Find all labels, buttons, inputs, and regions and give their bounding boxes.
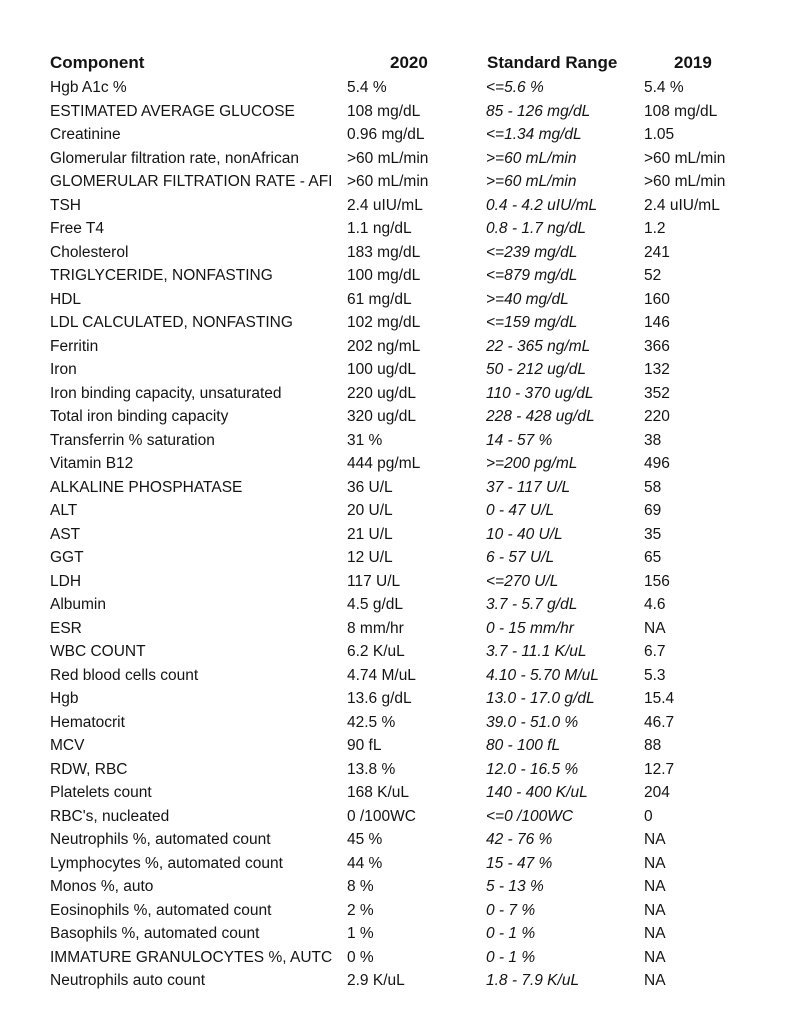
- standard-range: 5 - 13 %: [486, 878, 544, 895]
- component-name: LDL CALCULATED, NONFASTING: [50, 314, 293, 331]
- standard-range: <=239 mg/dL: [486, 243, 578, 261]
- standard-range: 12.0 - 16.5 %: [486, 760, 579, 778]
- table-row: [50, 523, 750, 547]
- standard-range: <=270 U/L: [486, 572, 559, 590]
- standard-range: 15 - 47 %: [486, 854, 553, 872]
- value-2019: NA: [644, 901, 666, 919]
- standard-range: >=60 mL/min: [486, 173, 577, 190]
- value-2019: 496: [644, 455, 670, 472]
- component-name: Total iron binding capacity: [50, 408, 229, 425]
- standard-range: 42 - 76 %: [486, 831, 553, 848]
- value-2019: 366: [644, 337, 670, 355]
- value-2020: 183 mg/dL: [347, 243, 421, 261]
- value-2020: 2.9 K/uL: [347, 972, 405, 989]
- value-2020: 5.4 %: [347, 79, 387, 96]
- standard-range: <=5.6 %: [486, 79, 544, 96]
- table-row: [50, 217, 750, 241]
- value-2019: NA: [644, 878, 666, 895]
- value-2020: >60 mL/min: [347, 149, 429, 167]
- component-name: WBC COUNT: [50, 643, 146, 660]
- component-name: Free T4: [50, 220, 104, 237]
- value-2020: 8 %: [347, 878, 374, 895]
- table-row: [50, 382, 750, 406]
- value-2019: 58: [644, 478, 662, 496]
- standard-range: 110 - 370 ug/dL: [486, 384, 594, 402]
- standard-range: 37 - 117 U/L: [486, 478, 571, 496]
- value-2019: 5.3: [644, 666, 666, 684]
- standard-range: 22 - 365 ng/mL: [486, 337, 591, 355]
- value-2020: 108 mg/dL: [347, 102, 421, 120]
- value-2020: 1.1 ng/dL: [347, 220, 412, 237]
- table-row: [50, 593, 750, 617]
- table-row: [50, 852, 750, 876]
- component-name: Eosinophils %, automated count: [50, 901, 272, 919]
- value-2020: 117 U/L: [347, 572, 401, 590]
- standard-range: 14 - 57 %: [486, 431, 553, 449]
- table-row: [50, 734, 750, 758]
- value-2019: NA: [644, 854, 666, 872]
- standard-range: 0 - 1 %: [486, 925, 536, 942]
- component-name: MCV: [50, 737, 85, 754]
- value-2020: 8 mm/hr: [347, 619, 404, 637]
- component-name: Neutrophils %, automated count: [50, 831, 271, 848]
- value-2020: 13.8 %: [347, 760, 396, 778]
- value-2019: 1.2: [644, 220, 666, 237]
- component-name: Lymphocytes %, automated count: [50, 854, 283, 872]
- lab-results-table: [50, 50, 750, 993]
- table-row: [50, 640, 750, 664]
- standard-range: 140 - 400 K/uL: [486, 784, 588, 801]
- value-2019: NA: [644, 925, 666, 942]
- value-2020: 61 mg/dL: [347, 290, 412, 308]
- value-2019: 241: [644, 243, 670, 261]
- table-row: [50, 499, 750, 523]
- table-row: [50, 241, 750, 265]
- value-2020: 320 ug/dL: [347, 408, 416, 425]
- component-name: GGT: [50, 549, 84, 566]
- value-2019: 220: [644, 408, 670, 425]
- value-2019: 352: [644, 384, 670, 402]
- value-2020: 0.96 mg/dL: [347, 126, 425, 143]
- table-row: [50, 875, 750, 899]
- component-name: Albumin: [50, 596, 106, 613]
- table-row: [50, 452, 750, 476]
- header-year-2019: 2019: [674, 53, 712, 72]
- standard-range: 0 - 7 %: [486, 901, 536, 919]
- component-name: Red blood cells count: [50, 666, 199, 684]
- value-2020: 0 /100WC: [347, 807, 416, 825]
- value-2020: 220 ug/dL: [347, 384, 416, 402]
- component-name: Cholesterol: [50, 243, 129, 261]
- table-row: [50, 899, 750, 923]
- value-2020: 444 pg/mL: [347, 455, 421, 472]
- table-row: [50, 969, 750, 993]
- component-name: ESTIMATED AVERAGE GLUCOSE: [50, 102, 295, 120]
- value-2019: >60 mL/min: [644, 173, 726, 190]
- table-body: [50, 76, 750, 993]
- value-2019: 1.05: [644, 126, 675, 143]
- component-name: RDW, RBC: [50, 760, 128, 778]
- component-name: IMMATURE GRANULOCYTES %, AUTC: [50, 948, 333, 966]
- component-name: Vitamin B12: [50, 455, 134, 472]
- component-name: HDL: [50, 290, 82, 308]
- value-2020: 168 K/uL: [347, 784, 410, 801]
- header-year-2020: 2020: [390, 53, 428, 72]
- table-row: [50, 570, 750, 594]
- table-row: [50, 358, 750, 382]
- value-2020: 1 %: [347, 925, 374, 942]
- component-name: TRIGLYCERIDE, NONFASTING: [50, 267, 273, 284]
- value-2020: 4.74 M/uL: [347, 666, 416, 684]
- value-2020: 100 mg/dL: [347, 267, 421, 284]
- table-row: [50, 664, 750, 688]
- table-row: [50, 922, 750, 946]
- value-2020: 44 %: [347, 854, 383, 872]
- value-2019: 88: [644, 737, 662, 754]
- value-2019: NA: [644, 619, 666, 637]
- table-row: [50, 123, 750, 147]
- table-row: [50, 264, 750, 288]
- standard-range: 39.0 - 51.0 %: [486, 713, 579, 731]
- value-2019: 65: [644, 549, 662, 566]
- standard-range: <=0 /100WC: [486, 807, 574, 825]
- standard-range: 228 - 428 ug/dL: [486, 408, 595, 425]
- table-row: [50, 100, 750, 124]
- value-2019: 108 mg/dL: [644, 102, 718, 120]
- value-2019: 6.7: [644, 643, 666, 660]
- value-2019: 132: [644, 361, 670, 378]
- standard-range: 13.0 - 17.0 g/dL: [486, 690, 595, 707]
- header-component: Component: [50, 53, 145, 72]
- component-name: ALKALINE PHOSPHATASE: [50, 478, 243, 496]
- table-row: [50, 805, 750, 829]
- standard-range: 85 - 126 mg/dL: [486, 102, 591, 120]
- standard-range: >=200 pg/mL: [486, 455, 578, 472]
- standard-range: 0 - 47 U/L: [486, 502, 555, 519]
- component-name: Neutrophils auto count: [50, 972, 206, 989]
- value-2019: NA: [644, 972, 666, 989]
- value-2020: >60 mL/min: [347, 173, 429, 190]
- table-row: [50, 288, 750, 312]
- component-name: Hgb: [50, 690, 79, 707]
- value-2019: 69: [644, 502, 662, 519]
- table-row: [50, 476, 750, 500]
- component-name: Ferritin: [50, 337, 99, 355]
- value-2020: 4.5 g/dL: [347, 596, 404, 613]
- value-2019: 46.7: [644, 713, 675, 731]
- standard-range: 0.8 - 1.7 ng/dL: [486, 220, 586, 237]
- value-2020: 6.2 K/uL: [347, 643, 405, 660]
- standard-range: <=159 mg/dL: [486, 314, 578, 331]
- component-name: LDH: [50, 572, 82, 590]
- table-row: [50, 687, 750, 711]
- value-2020: 31 %: [347, 431, 383, 449]
- component-name: ALT: [50, 502, 78, 519]
- component-name: Glomerular filtration rate, nonAfrican: [50, 149, 299, 167]
- table-row: [50, 781, 750, 805]
- component-name: Iron binding capacity, unsaturated: [50, 384, 282, 402]
- component-name: RBC's, nucleated: [50, 807, 170, 825]
- value-2020: 42.5 %: [347, 713, 396, 731]
- value-2019: 4.6: [644, 596, 666, 613]
- standard-range: 6 - 57 U/L: [486, 549, 555, 566]
- value-2019: 35: [644, 525, 662, 543]
- value-2020: 0 %: [347, 948, 374, 966]
- table-row: [50, 170, 750, 194]
- value-2020: 36 U/L: [347, 478, 393, 496]
- component-name: TSH: [50, 196, 81, 214]
- component-name: AST: [50, 525, 81, 543]
- value-2019: 146: [644, 314, 670, 331]
- table-row: [50, 711, 750, 735]
- component-name: Iron: [50, 361, 77, 378]
- table-row: [50, 335, 750, 359]
- component-name: Transferrin % saturation: [50, 431, 215, 449]
- value-2020: 90 fL: [347, 737, 382, 754]
- standard-range: >=60 mL/min: [486, 149, 577, 167]
- standard-range: >=40 mg/dL: [486, 290, 569, 308]
- value-2019: 52: [644, 267, 662, 284]
- value-2019: 156: [644, 572, 670, 590]
- table-row: [50, 76, 750, 100]
- header-standard-range: Standard Range: [487, 53, 618, 72]
- component-name: Monos %, auto: [50, 878, 154, 895]
- value-2019: 5.4 %: [644, 79, 684, 96]
- table-row: [50, 147, 750, 171]
- standard-range: 3.7 - 11.1 K/uL: [486, 643, 587, 660]
- standard-range: 0 - 15 mm/hr: [486, 619, 574, 637]
- table-row: [50, 194, 750, 218]
- value-2020: 2.4 uIU/mL: [347, 196, 423, 214]
- value-2020: 100 ug/dL: [347, 361, 416, 378]
- value-2020: 102 mg/dL: [347, 314, 421, 331]
- value-2020: 202 ng/mL: [347, 337, 421, 355]
- value-2020: 13.6 g/dL: [347, 690, 412, 707]
- table-row: [50, 429, 750, 453]
- value-2019: 160: [644, 290, 670, 308]
- component-name: GLOMERULAR FILTRATION RATE - AFI: [50, 173, 333, 190]
- component-name: ESR: [50, 619, 82, 637]
- standard-range: 50 - 212 ug/dL: [486, 361, 586, 378]
- value-2020: 20 U/L: [347, 502, 393, 519]
- standard-range: <=879 mg/dL: [486, 267, 578, 284]
- standard-range: 3.7 - 5.7 g/dL: [486, 596, 578, 613]
- value-2020: 21 U/L: [347, 525, 393, 543]
- standard-range: 0.4 - 4.2 uIU/mL: [486, 196, 598, 214]
- value-2020: 12 U/L: [347, 549, 393, 566]
- value-2020: 45 %: [347, 831, 383, 848]
- table-row: [50, 405, 750, 429]
- standard-range: <=1.34 mg/dL: [486, 126, 582, 143]
- value-2019: 2.4 uIU/mL: [644, 196, 720, 214]
- value-2019: 0: [644, 807, 653, 825]
- table-row: [50, 311, 750, 335]
- value-2019: 15.4: [644, 690, 675, 707]
- value-2019: NA: [644, 831, 666, 848]
- standard-range: 1.8 - 7.9 K/uL: [486, 972, 580, 989]
- table-row: [50, 828, 750, 852]
- table-row: [50, 546, 750, 570]
- value-2019: 204: [644, 784, 670, 801]
- table-row: [50, 946, 750, 970]
- value-2019: >60 mL/min: [644, 149, 726, 167]
- value-2019: NA: [644, 948, 666, 966]
- component-name: Hgb A1c %: [50, 79, 127, 96]
- standard-range: 4.10 - 5.70 M/uL: [486, 666, 599, 684]
- standard-range: 0 - 1 %: [486, 948, 536, 966]
- value-2020: 2 %: [347, 901, 374, 919]
- table-header-row: [50, 50, 750, 76]
- table-row: [50, 758, 750, 782]
- component-name: Basophils %, automated count: [50, 925, 260, 942]
- value-2019: 38: [644, 431, 662, 449]
- table-row: [50, 617, 750, 641]
- standard-range: 80 - 100 fL: [486, 737, 561, 754]
- component-name: Hematocrit: [50, 713, 125, 731]
- component-name: Platelets count: [50, 784, 152, 801]
- standard-range: 10 - 40 U/L: [486, 525, 563, 543]
- value-2019: 12.7: [644, 760, 675, 778]
- component-name: Creatinine: [50, 126, 121, 143]
